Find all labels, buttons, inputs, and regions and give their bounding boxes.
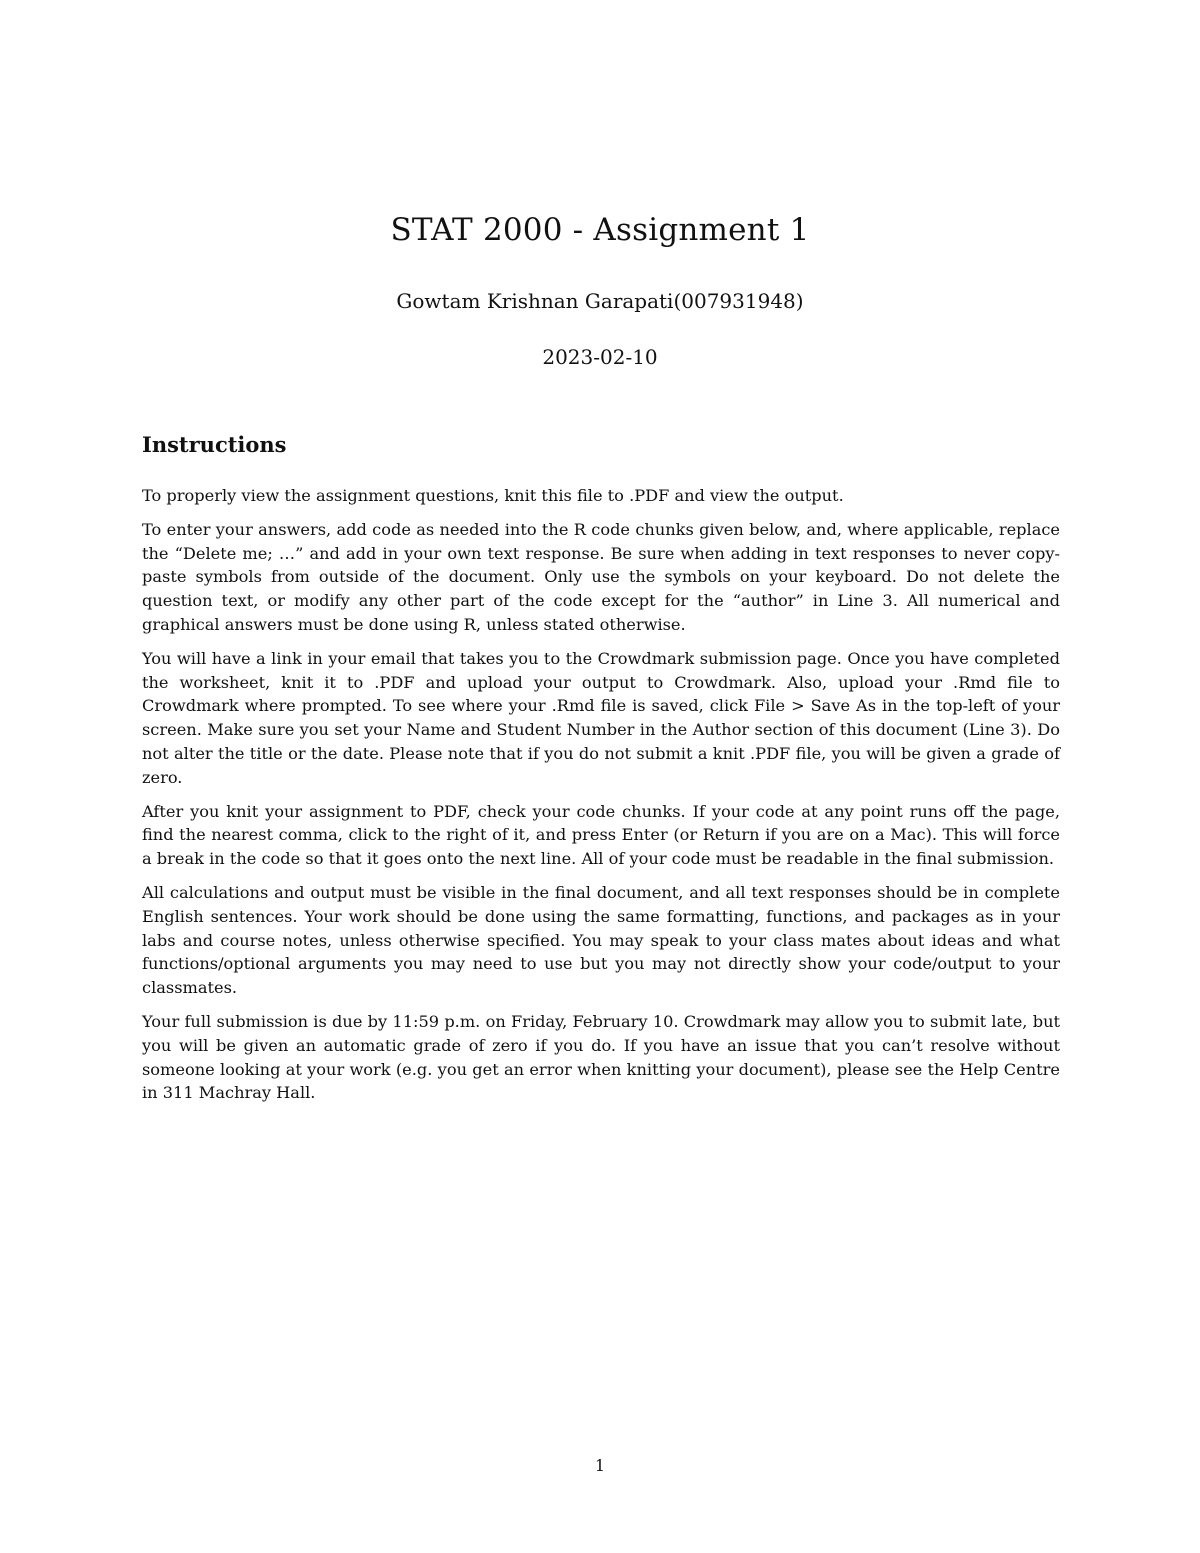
- instructions-body: [142, 484, 1060, 1115]
- page-number: 1: [594, 1456, 606, 1475]
- paragraph-6: Your full submission is due by 11:59 p.m. on Friday, February 10. Crowdmark may allow you to submit late, but you will be given an automatic grade of zero if you do. If you have an issue that you can’t resolve without someone looking at your work (e.g. you get an error when knitting your document), please see the Help Centre in 311 Machray Hall.: [142, 1011, 1060, 1103]
- paragraph-4: After you knit your assignment to PDF, check your code chunks. If your code at any point runs off the page, find the nearest comma, click to the right of it, and press Enter (or Return if you are on a Mac). This will force a break in the code so that it goes onto the next line. All of your code must be readable in the final submission.: [142, 801, 1060, 869]
- document-date: 2023-02-10: [542, 345, 658, 369]
- paragraph-1: To properly view the assignment questions, knit this file to .PDF and view the output.: [142, 486, 844, 505]
- section-heading-instructions: Instructions: [142, 432, 287, 457]
- paragraph-3: You will have a link in your email that takes you to the Crowdmark submission page. Once you have completed the worksheet, knit it to .PDF and upload your output to Crowdmark. Also, upload your .Rmd file to Crowdmark where prompted. To see where your .Rmd file is saved, click File > Save As in the top-left of your screen. Make sure you set your Name and Student Number in the Author section of this document (Line 3). Do not alter the title or the date. Please note that if you do not submit a knit .PDF file, you will be given a grade of zero.: [142, 648, 1060, 787]
- paragraph-2: To enter your answers, add code as needed into the R code chunks given below, and, where applicable, replace the “Delete me; …” and add in your own text response. Be sure when adding in text responses to never copy-paste symbols from outside of the document. Only use the symbols on your keyboard. Do not delete the question text, or modify any other part of the code except for the “author” in Line 3. All numerical and graphical answers must be done using R, unless stated otherwise.: [142, 519, 1060, 634]
- document-author: Gowtam Krishnan Garapati(007931948): [396, 289, 804, 313]
- document-title: STAT 2000 - Assignment 1: [390, 212, 810, 248]
- paragraph-5: All calculations and output must be visible in the final document, and all text responses should be in complete English sentences. Your work should be done using the same formatting, functions, and packages as in your labs and course notes, unless otherwise specified. You may speak to your class mates about ideas and what functions/optional arguments you may need to use but you may not directly show your code/output to your classmates.: [142, 882, 1060, 998]
